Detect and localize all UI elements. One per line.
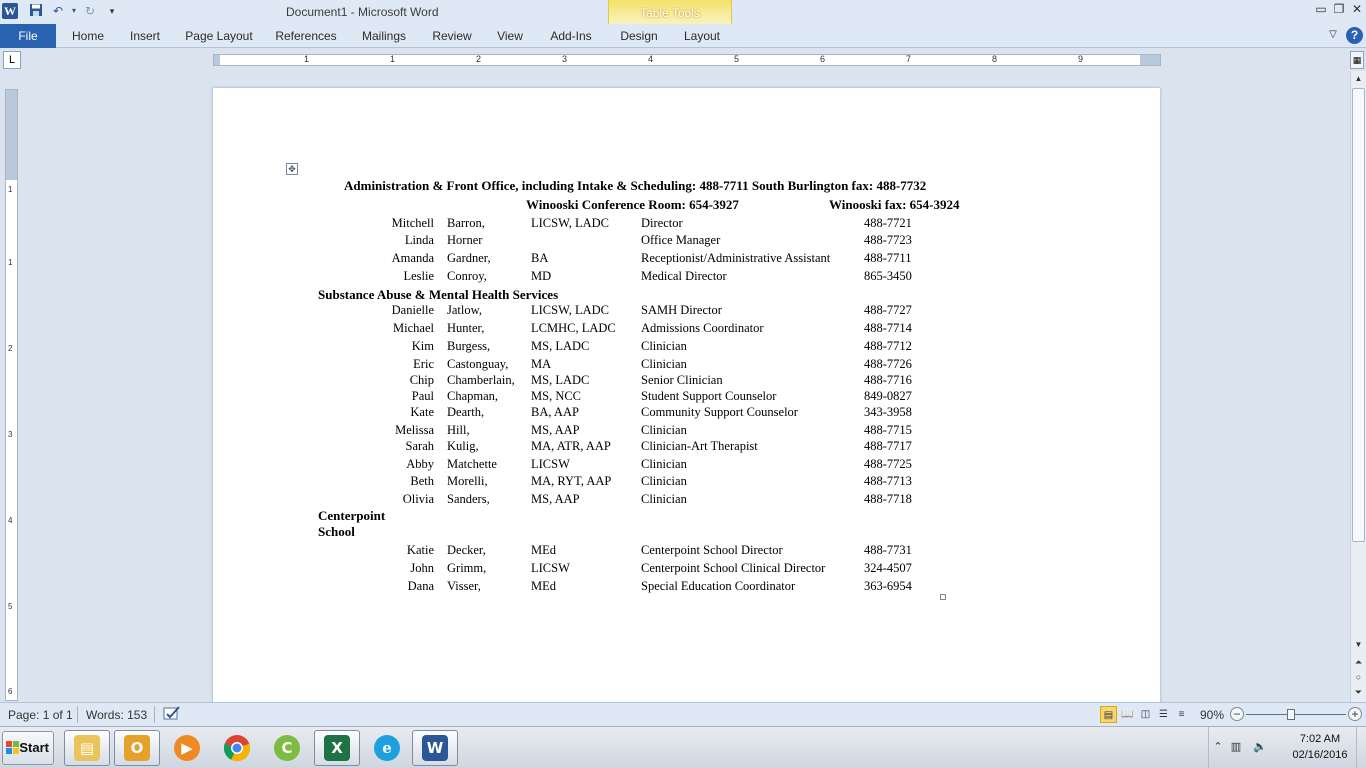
title-bar: [0, 0, 1366, 24]
full-screen-reading-icon[interactable]: 📖: [1121, 709, 1134, 720]
zoom-in-icon[interactable]: +: [1348, 707, 1362, 721]
phone-cell[interactable]: 488-7716: [864, 373, 912, 387]
ruler-number: 8: [992, 54, 998, 64]
last-name-cell[interactable]: Conroy,: [447, 269, 487, 283]
header-line-2b[interactable]: Winooski fax: 654-3924: [829, 197, 960, 212]
ruler-number: 3: [562, 54, 568, 64]
first-name-cell[interactable]: Amanda: [391, 251, 434, 265]
phone-cell[interactable]: 488-7717: [864, 439, 912, 453]
credentials-cell[interactable]: MD: [531, 269, 552, 283]
window-title: Document1 - Microsoft Word: [286, 5, 439, 19]
save-icon[interactable]: [28, 3, 44, 19]
tab-page-layout[interactable]: Page Layout: [185, 29, 253, 43]
header-line-2a[interactable]: Winooski Conference Room: 654-3927: [526, 197, 739, 212]
ruler-number: 5: [734, 54, 740, 64]
first-name-cell[interactable]: Eric: [413, 357, 434, 371]
first-name-cell[interactable]: Melissa: [395, 423, 434, 437]
ruler-number: 1: [390, 54, 396, 64]
status-bar: [0, 702, 1366, 726]
phone-cell[interactable]: 488-7714: [864, 321, 912, 335]
ruler-left-margin: [214, 55, 220, 65]
table-row[interactable]: [213, 373, 1160, 389]
status-separator: [154, 706, 155, 723]
credentials-cell[interactable]: MA, ATR, AAP: [531, 439, 611, 453]
job-title-cell[interactable]: Admissions Coordinator: [641, 321, 764, 335]
job-title-cell[interactable]: Office Manager: [641, 233, 721, 247]
last-name-cell[interactable]: Hill,: [447, 423, 470, 437]
taskbar-chrome[interactable]: [214, 730, 260, 766]
table-row[interactable]: [213, 474, 1160, 490]
outlook-icon: O: [124, 735, 150, 761]
web-layout-icon[interactable]: ◫: [1140, 709, 1151, 720]
first-name-cell[interactable]: Chip: [409, 373, 434, 387]
print-layout-icon[interactable]: ▤: [1100, 706, 1117, 723]
undo-icon[interactable]: ↶: [52, 4, 64, 18]
section-heading-samh[interactable]: Substance Abuse & Mental Health Services: [318, 287, 559, 302]
phone-cell[interactable]: 488-7712: [864, 339, 912, 353]
taskbar-file-explorer[interactable]: [64, 730, 110, 766]
redo-icon[interactable]: ↻: [84, 4, 96, 18]
table-resize-handle[interactable]: [940, 594, 946, 600]
phone-cell[interactable]: 324-4507: [864, 561, 912, 575]
phone-cell[interactable]: 488-7713: [864, 474, 912, 488]
last-name-cell[interactable]: Kulig,: [447, 439, 479, 453]
zoom-out-icon[interactable]: −: [1230, 707, 1244, 721]
draft-icon[interactable]: ≡: [1178, 709, 1185, 720]
phone-cell[interactable]: 488-7725: [864, 457, 912, 471]
credentials-cell[interactable]: MA, RYT, AAP: [531, 474, 612, 488]
last-name-cell[interactable]: Burgess,: [447, 339, 491, 353]
table-row[interactable]: [213, 561, 1160, 577]
credentials-cell[interactable]: LICSW: [531, 561, 570, 575]
credentials-cell[interactable]: MS, AAP: [531, 492, 580, 506]
next-page-icon[interactable]: ⏷: [1354, 687, 1363, 697]
word-app-icon[interactable]: W: [4, 4, 16, 18]
last-name-cell[interactable]: Matchette: [447, 457, 497, 471]
first-name-cell[interactable]: Kate: [410, 405, 434, 419]
media-player-icon: ▶: [174, 735, 200, 761]
table-row[interactable]: [213, 303, 1160, 319]
internet-explorer-icon: e: [374, 735, 400, 761]
tab-view[interactable]: View: [497, 29, 523, 43]
table-row[interactable]: [213, 389, 1160, 405]
last-name-cell[interactable]: Chapman,: [447, 389, 499, 403]
first-name-cell[interactable]: Mitchell: [391, 216, 434, 230]
ruler-number: 2: [476, 54, 482, 64]
table-row[interactable]: [213, 439, 1160, 455]
taskbar-media-player[interactable]: [164, 730, 210, 766]
table-row[interactable]: [213, 543, 1160, 559]
taskbar-camtasia[interactable]: [264, 730, 310, 766]
last-name-cell[interactable]: Hunter,: [447, 321, 485, 335]
taskbar: [0, 726, 1366, 768]
minimize-icon[interactable]: ▭: [1315, 2, 1327, 16]
last-name-cell[interactable]: Visser,: [447, 579, 481, 593]
tab-references[interactable]: References: [275, 29, 337, 43]
job-title-cell[interactable]: Clinician: [641, 474, 687, 488]
first-name-cell[interactable]: Sarah: [405, 439, 434, 453]
ribbon-collapse-icon[interactable]: ▽: [1329, 29, 1337, 40]
table-row[interactable]: [213, 579, 1160, 595]
last-name-cell[interactable]: Gardner,: [447, 251, 491, 265]
restore-icon[interactable]: ❐: [1333, 2, 1345, 16]
taskbar-excel[interactable]: [314, 730, 360, 766]
ruler-top-margin: [6, 90, 17, 180]
credentials-cell[interactable]: LCMHC, LADC: [531, 321, 616, 335]
last-name-cell[interactable]: Decker,: [447, 543, 486, 557]
tab-layout[interactable]: Layout: [683, 29, 721, 43]
phone-cell[interactable]: 363-6954: [864, 579, 912, 593]
credentials-cell[interactable]: MS, NCC: [531, 389, 582, 403]
last-name-cell[interactable]: Grimm,: [447, 561, 487, 575]
network-icon[interactable]: ▥: [1230, 741, 1242, 753]
table-move-handle-icon[interactable]: ✥: [286, 163, 298, 175]
ruler-row: [0, 49, 1366, 71]
excel-icon: X: [324, 735, 350, 761]
taskbar-outlook[interactable]: [114, 730, 160, 766]
previous-page-icon[interactable]: ⏶: [1354, 657, 1363, 667]
credentials-cell[interactable]: LICSW, LADC: [531, 303, 610, 317]
last-name-cell[interactable]: Barron,: [447, 216, 485, 230]
first-name-cell[interactable]: Michael: [393, 321, 434, 335]
phone-cell[interactable]: 488-7723: [864, 233, 912, 247]
ruler-number: 1: [8, 258, 13, 267]
table-row[interactable]: [213, 423, 1160, 439]
zoom-level[interactable]: 90%: [1200, 708, 1225, 722]
first-name-cell[interactable]: John: [410, 561, 434, 575]
word-icon: W: [422, 735, 448, 761]
last-name-cell[interactable]: Horner: [447, 233, 483, 247]
system-tray: [1208, 727, 1366, 768]
phone-cell[interactable]: 488-7721: [864, 216, 912, 230]
credentials-cell[interactable]: MS, AAP: [531, 423, 580, 437]
ruler-number: 5: [8, 602, 13, 611]
job-title-cell[interactable]: Clinician: [641, 339, 687, 353]
first-name-cell[interactable]: Beth: [410, 474, 434, 488]
credentials-cell[interactable]: MS, LADC: [531, 339, 590, 353]
show-hidden-icons-icon[interactable]: ⌃: [1213, 741, 1223, 753]
tab-home[interactable]: Home: [71, 29, 104, 43]
credentials-cell[interactable]: LICSW, LADC: [531, 216, 610, 230]
table-tools-label: Table Tools: [640, 6, 700, 20]
first-name-cell[interactable]: Paul: [411, 389, 434, 403]
table-row[interactable]: [213, 251, 1160, 267]
chrome-icon: [223, 734, 251, 762]
job-title-cell[interactable]: Director: [641, 216, 683, 230]
header-line-1[interactable]: Administration & Front Office, including Intake & Scheduling: 488-7711 South Burlington fax: 488-7732: [344, 178, 927, 193]
show-desktop-button[interactable]: [1356, 727, 1366, 768]
help-icon[interactable]: ?: [1346, 27, 1363, 44]
windows-flag-icon: [6, 741, 20, 755]
page-count[interactable]: Page: 1 of 1: [8, 708, 73, 722]
table-row[interactable]: [213, 339, 1160, 355]
last-name-cell[interactable]: Dearth,: [447, 405, 485, 419]
first-name-cell[interactable]: Linda: [404, 233, 434, 247]
tab-insert[interactable]: Insert: [129, 29, 160, 43]
volume-icon[interactable]: 🔈: [1253, 741, 1267, 753]
vertical-ruler[interactable]: [5, 89, 18, 701]
ruler-number: 7: [906, 54, 912, 64]
close-icon[interactable]: ✕: [1351, 2, 1363, 16]
tab-mailings[interactable]: Mailings: [361, 29, 406, 43]
ruler-right-margin: [1140, 55, 1160, 65]
scroll-thumb[interactable]: [1352, 88, 1365, 542]
table-row[interactable]: [213, 321, 1160, 337]
phone-cell[interactable]: 488-7711: [864, 251, 912, 265]
phone-cell[interactable]: 488-7727: [864, 303, 912, 317]
job-title-cell[interactable]: Centerpoint School Clinical Director: [641, 561, 826, 575]
taskbar-internet-explorer[interactable]: [364, 730, 410, 766]
credentials-cell[interactable]: MA: [531, 357, 552, 371]
document-page[interactable]: [213, 88, 1160, 702]
section-heading-centerpoint[interactable]: Centerpoint: [318, 508, 386, 523]
proofing-icon[interactable]: [162, 705, 182, 726]
first-name-cell[interactable]: Olivia: [402, 492, 434, 506]
job-title-cell[interactable]: Student Support Counselor: [641, 389, 777, 403]
taskbar-word[interactable]: [412, 730, 458, 766]
job-title-cell[interactable]: Clinician: [641, 357, 687, 371]
folder-icon: ▤: [74, 735, 100, 761]
table-row[interactable]: [213, 216, 1160, 232]
clock-time[interactable]: 7:02 AM: [1299, 733, 1341, 745]
job-title-cell[interactable]: SAMH Director: [641, 303, 722, 317]
ruler-number: 2: [8, 344, 13, 353]
job-title-cell[interactable]: Special Education Coordinator: [641, 579, 796, 593]
first-name-cell[interactable]: Danielle: [391, 303, 434, 317]
last-name-cell[interactable]: Jatlow,: [447, 303, 482, 317]
tab-stop-selector[interactable]: L: [3, 51, 21, 69]
ribbon-tabs: [0, 24, 1366, 48]
job-title-cell[interactable]: Receptionist/Administrative Assistant: [641, 251, 831, 265]
scroll-down-icon[interactable]: ▼: [1354, 640, 1363, 649]
phone-cell[interactable]: 343-3958: [864, 405, 912, 419]
word-count[interactable]: Words: 153: [86, 708, 148, 722]
phone-cell[interactable]: 488-7718: [864, 492, 912, 506]
table-row[interactable]: [213, 492, 1160, 508]
last-name-cell[interactable]: Castonguay,: [447, 357, 509, 371]
ruler-number: 6: [8, 687, 13, 696]
ruler-number: 1: [8, 185, 13, 194]
undo-dropdown-icon[interactable]: ▾: [71, 6, 76, 15]
job-title-cell[interactable]: Clinician-Art Therapist: [641, 439, 758, 453]
zoom-slider[interactable]: [1246, 714, 1346, 715]
job-title-cell[interactable]: Clinician: [641, 492, 687, 506]
phone-cell[interactable]: 488-7731: [864, 543, 912, 557]
outline-icon[interactable]: ☰: [1159, 709, 1168, 720]
document-area[interactable]: [22, 71, 1350, 702]
customize-qat-icon[interactable]: ▾: [109, 6, 115, 16]
job-title-cell[interactable]: Community Support Counselor: [641, 405, 798, 419]
scroll-up-icon[interactable]: ▲: [1354, 74, 1363, 83]
table-row[interactable]: [213, 233, 1160, 249]
credentials-cell[interactable]: MS, LADC: [531, 373, 590, 387]
phone-cell[interactable]: 488-7715: [864, 423, 912, 437]
phone-cell[interactable]: 865-3450: [864, 269, 912, 283]
table-row[interactable]: [213, 357, 1160, 373]
job-title-cell[interactable]: Clinician: [641, 457, 687, 471]
tab-file[interactable]: File: [0, 24, 56, 48]
tab-review[interactable]: Review: [432, 29, 472, 43]
job-title-cell[interactable]: Senior Clinician: [641, 373, 723, 387]
table-row[interactable]: [213, 269, 1160, 285]
first-name-cell[interactable]: Dana: [407, 579, 434, 593]
job-title-cell[interactable]: Centerpoint School Director: [641, 543, 783, 557]
first-name-cell[interactable]: Katie: [406, 543, 434, 557]
ruler-number: 9: [1078, 54, 1084, 64]
phone-cell[interactable]: 488-7726: [864, 357, 912, 371]
credentials-cell[interactable]: BA: [531, 251, 549, 265]
last-name-cell[interactable]: Morelli,: [447, 474, 488, 488]
credentials-cell[interactable]: BA, AAP: [531, 405, 579, 419]
ruler-number: 6: [820, 54, 826, 64]
view-ruler-icon[interactable]: ▦: [1350, 51, 1364, 69]
credentials-cell[interactable]: LICSW: [531, 457, 570, 471]
horizontal-ruler[interactable]: [213, 54, 1161, 66]
ruler-number: 1: [304, 54, 310, 64]
first-name-cell[interactable]: Leslie: [403, 269, 434, 283]
table-row[interactable]: [213, 457, 1160, 473]
tab-add-ins[interactable]: Add-Ins: [550, 29, 592, 43]
first-name-cell[interactable]: Kim: [411, 339, 434, 353]
vertical-scrollbar[interactable]: [1350, 71, 1366, 702]
ruler-number: 4: [8, 516, 13, 525]
last-name-cell[interactable]: Chamberlain,: [447, 373, 515, 387]
credentials-cell[interactable]: MEd: [531, 579, 556, 593]
camtasia-icon: C: [274, 735, 300, 761]
last-name-cell[interactable]: Sanders,: [447, 492, 490, 506]
ruler-number: 4: [648, 54, 654, 64]
zoom-slider-thumb[interactable]: [1287, 709, 1295, 720]
section-heading-school[interactable]: School: [318, 524, 355, 539]
phone-cell[interactable]: 849-0827: [864, 389, 912, 403]
clock-date[interactable]: 02/16/2016: [1292, 749, 1348, 761]
start-button[interactable]: [2, 731, 54, 765]
ruler-number: 3: [8, 430, 13, 439]
credentials-cell[interactable]: MEd: [531, 543, 556, 557]
status-separator: [77, 706, 78, 723]
table-row[interactable]: [213, 405, 1160, 421]
job-title-cell[interactable]: Medical Director: [641, 269, 727, 283]
select-browse-object-icon[interactable]: ○: [1355, 672, 1362, 682]
job-title-cell[interactable]: Clinician: [641, 423, 687, 437]
first-name-cell[interactable]: Abby: [406, 457, 434, 471]
start-label: Start: [19, 740, 49, 755]
tab-design[interactable]: Design: [620, 29, 658, 43]
